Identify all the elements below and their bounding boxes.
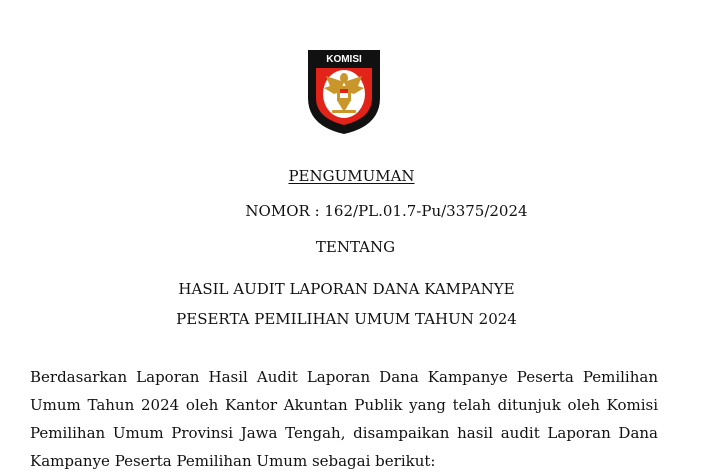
logo-text-top: KOMISI <box>326 54 362 65</box>
body-line: Pemilihan Umum Provinsi Jawa Tengah, disampaikan hasil audit Laporan Dana <box>30 424 658 442</box>
heading-text: PENGUMUMAN <box>288 167 415 185</box>
body-line: Berdasarkan Laporan Hasil Audit Laporan Dana Kampanye Peserta Pemilihan <box>30 368 658 386</box>
body-paragraph <box>30 363 658 475</box>
kpu-logo <box>304 46 384 136</box>
body-line: Kampanye Peserta Pemilihan Umum sebagai berikut: <box>30 452 436 470</box>
subject-line-2: PESERTA PEMILIHAN UMUM TAHUN 2024 <box>176 310 517 328</box>
kpu-emblem-icon <box>304 46 384 136</box>
body-line: Umum Tahun 2024 oleh Kantor Akuntan Publik yang telah ditunjuk oleh Komisi <box>30 396 658 414</box>
tentang-label: TENTANG <box>315 238 396 256</box>
subject-line-1: HASIL AUDIT LAPORAN DANA KAMPANYE <box>178 280 515 298</box>
announcement-heading <box>0 167 703 185</box>
document-number: NOMOR : 162/PL.01.7-Pu/3375/2024 <box>245 202 528 220</box>
